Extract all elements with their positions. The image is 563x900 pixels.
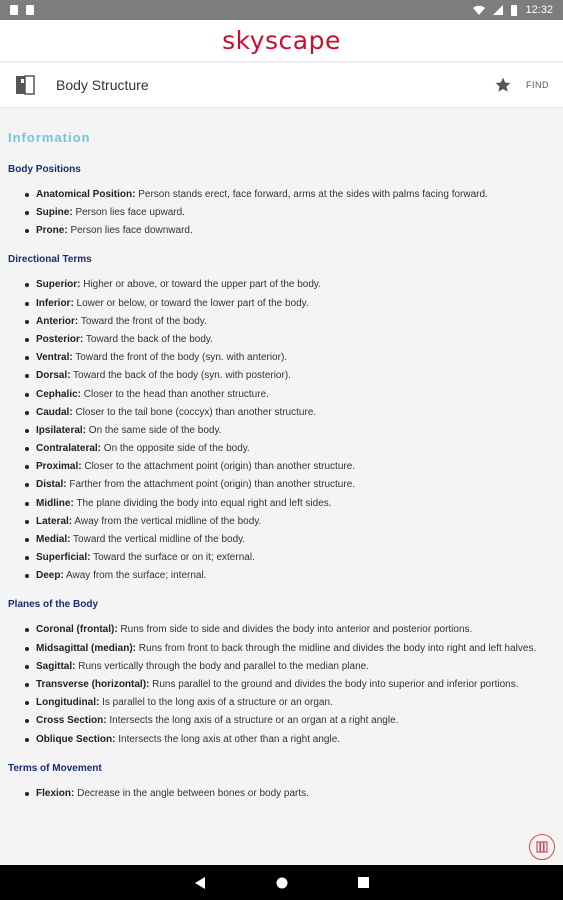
skyscape-tool-icon[interactable]: [529, 834, 555, 860]
list-item: Superficial: Toward the surface or on it; external.: [8, 551, 555, 564]
page-title: Body Structure: [56, 77, 149, 93]
battery-icon: [511, 5, 517, 16]
book-icon[interactable]: [14, 74, 36, 96]
list-item: Proximal: Closer to the attachment point (origin) than another structure.: [8, 460, 555, 473]
list-item: Flexion: Decrease in the angle between bones or body parts.: [8, 787, 555, 800]
list-item: Deep: Away from the surface; internal.: [8, 569, 555, 582]
list-item: Coronal (frontal): Runs from side to side and divides the body into anterior and posterior portions.: [8, 623, 555, 636]
section-directional-terms: [8, 254, 555, 582]
list-item: Oblique Section: Intersects the long axis at other than a right angle.: [8, 733, 555, 746]
list-item: Transverse (horizontal): Runs parallel to the ground and divides the body into superior and inferior portions.: [8, 678, 555, 691]
back-triangle-icon[interactable]: [194, 877, 206, 889]
status-time: 12:32: [525, 4, 553, 16]
list-item: Anterior: Toward the front of the body.: [8, 315, 555, 328]
find-button[interactable]: FIND: [526, 80, 549, 90]
list-item: Cross Section: Intersects the long axis of a structure or an organ at a right angle.: [8, 714, 555, 727]
brand-bar: [0, 20, 563, 62]
recents-square-icon[interactable]: [358, 877, 369, 888]
subheading: Terms of Movement: [8, 762, 102, 774]
sim-card-icon: [26, 5, 34, 15]
section-planes-of-body: [8, 599, 555, 745]
list-item: Prone: Person lies face downward.: [8, 224, 555, 237]
home-circle-icon[interactable]: [276, 877, 288, 889]
section-terms-of-movement: [8, 763, 555, 800]
list-item: Lateral: Away from the vertical midline of the body.: [8, 515, 555, 528]
list-item: Medial: Toward the vertical midline of the body.: [8, 533, 555, 546]
list-item: Anatomical Position: Person stands erect, face forward, arms at the sides with palms facing forward.: [8, 188, 555, 201]
list-item: Ipsilateral: On the same side of the body.: [8, 424, 555, 437]
wifi-icon: [473, 5, 485, 15]
list-item: Caudal: Closer to the tail bone (coccyx) than another structure.: [8, 406, 555, 419]
list-item: Superior: Higher or above, or toward the upper part of the body.: [8, 278, 555, 291]
subheading: Body Positions: [8, 164, 81, 175]
notification-icon: [10, 5, 18, 15]
title-bar: [0, 63, 563, 108]
list-item: Ventral: Toward the front of the body (syn. with anterior).: [8, 351, 555, 364]
list-item: Midsagittal (median): Runs from front to back through the midline and divides the body into right and left halves.: [8, 642, 555, 655]
star-icon[interactable]: [494, 76, 512, 94]
list-item: Longitudinal: Is parallel to the long axis of a structure or an organ.: [8, 696, 555, 709]
section-body-positions: [8, 164, 555, 237]
list-item: Inferior: Lower or below, or toward the lower part of the body.: [8, 297, 555, 310]
list-item: Sagittal: Runs vertically through the body and parallel to the median plane.: [8, 660, 555, 673]
subheading: Directional Terms: [8, 254, 92, 266]
list-item: Cephalic: Closer to the head than another structure.: [8, 388, 555, 401]
subheading: Planes of the Body: [8, 599, 99, 611]
list-item: Posterior: Toward the back of the body.: [8, 333, 555, 346]
list-item: Contralateral: On the opposite side of the body.: [8, 442, 555, 455]
list-item: Distal: Farther from the attachment point (origin) than another structure.: [8, 478, 555, 491]
content-area[interactable]: [0, 108, 563, 865]
list-item: Supine: Person lies face upward.: [8, 206, 555, 219]
status-bar: [0, 0, 563, 20]
signal-icon: [493, 5, 503, 15]
system-nav-bar: [0, 865, 563, 900]
section-title: Information: [8, 130, 91, 145]
brand-logo: skyscape: [222, 26, 341, 55]
list-item: Dorsal: Toward the back of the body (syn. with posterior).: [8, 369, 555, 382]
list-item: Midline: The plane dividing the body into equal right and left sides.: [8, 497, 555, 510]
